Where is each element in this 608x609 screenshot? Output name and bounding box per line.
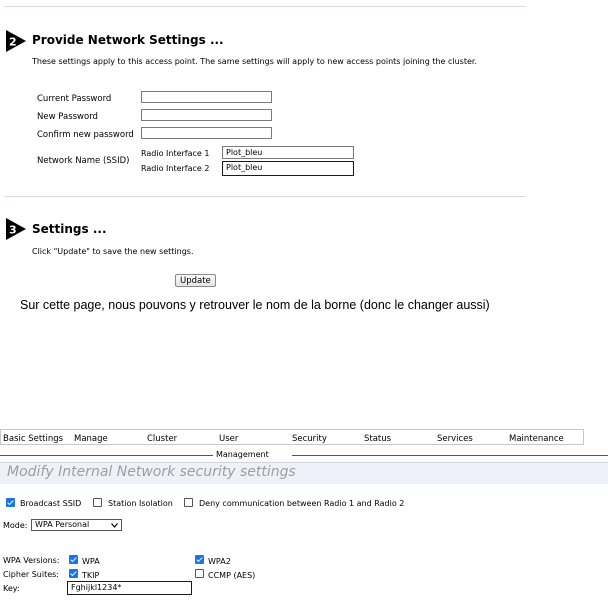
chevron-down-icon (111, 523, 118, 528)
station-isolation-checkbox[interactable] (93, 498, 102, 507)
mode-select[interactable] (31, 519, 122, 531)
new-password-input[interactable] (141, 109, 272, 121)
deny-communication-label: Deny communication between Radio 1 and Radio 2 (199, 499, 405, 508)
tab-maintenance[interactable]: Maintenance (509, 434, 564, 444)
step-3-icon (6, 218, 26, 240)
wpa2-label: WPA2 (208, 557, 231, 566)
ccmp-label: CCMP (AES) (208, 571, 256, 580)
tkip-checkbox[interactable] (69, 569, 78, 578)
wpa-versions-label: WPA Versions: (3, 556, 60, 565)
step-3-title: Settings ... (32, 222, 107, 236)
new-password-label: New Password (37, 112, 98, 122)
step-2-icon (6, 30, 26, 52)
tab-basic-settings[interactable]: Basic Settings (3, 434, 64, 444)
key-label: Key: (3, 584, 20, 593)
current-password-input[interactable] (141, 91, 272, 103)
cipher-suites-label: Cipher Suites: (3, 570, 60, 579)
ccmp-checkbox[interactable] (195, 569, 204, 578)
confirm-password-input[interactable] (141, 127, 272, 139)
confirm-password-label: Confirm new password (37, 130, 134, 140)
key-input[interactable]: Fghijkl1234* (67, 581, 192, 595)
radio-2-ssid-input[interactable]: Plot_bleu (222, 161, 354, 176)
broadcast-ssid-checkbox[interactable] (6, 498, 15, 507)
security-heading: Modify Internal Network security settings (7, 464, 296, 480)
svg-text:3: 3 (9, 223, 17, 237)
middle-divider (4, 196, 526, 197)
mode-label: Mode: (3, 521, 28, 530)
mode-select-value: WPA Personal (35, 520, 90, 529)
radio-2-label: Radio Interface 2 (141, 164, 210, 173)
step-2-title: Provide Network Settings ... (32, 33, 224, 47)
radio-1-label: Radio Interface 1 (141, 149, 210, 158)
tab-user[interactable]: User (219, 434, 239, 444)
deny-communication-checkbox[interactable] (184, 498, 193, 507)
step-3-description: Click "Update" to save the new settings. (32, 247, 194, 256)
wpa-checkbox[interactable] (69, 555, 78, 564)
update-button[interactable]: Update (175, 274, 216, 287)
tab-services[interactable]: Services (437, 434, 473, 444)
tab-sub-management[interactable]: Management (216, 450, 269, 459)
top-divider (4, 6, 526, 7)
ssid-label: Network Name (SSID) (37, 156, 130, 166)
tkip-label: TKIP (82, 571, 100, 580)
station-isolation-label: Station Isolation (108, 499, 173, 508)
tab-cluster[interactable]: Cluster (147, 434, 178, 444)
caption-text: Sur cette page, nous pouvons y retrouver le nom de la borne (donc le changer aussi) (20, 298, 490, 312)
tab-sub-line-right (292, 455, 608, 456)
radio-1-ssid-input[interactable]: Plot_bleu (222, 146, 354, 159)
broadcast-ssid-label: Broadcast SSID (20, 499, 82, 508)
tab-manage[interactable]: Manage (74, 434, 108, 444)
step-2-description: These settings apply to this access point. The same settings will apply to new access points joining the cluster. (32, 57, 478, 66)
wpa-label: WPA (82, 557, 100, 566)
tab-status[interactable]: Status (364, 434, 392, 444)
tab-security[interactable]: Security (292, 434, 327, 444)
wpa2-checkbox[interactable] (195, 555, 204, 564)
svg-text:2: 2 (9, 35, 17, 49)
tab-sub-line-left (0, 455, 213, 456)
current-password-label: Current Password (37, 94, 112, 104)
